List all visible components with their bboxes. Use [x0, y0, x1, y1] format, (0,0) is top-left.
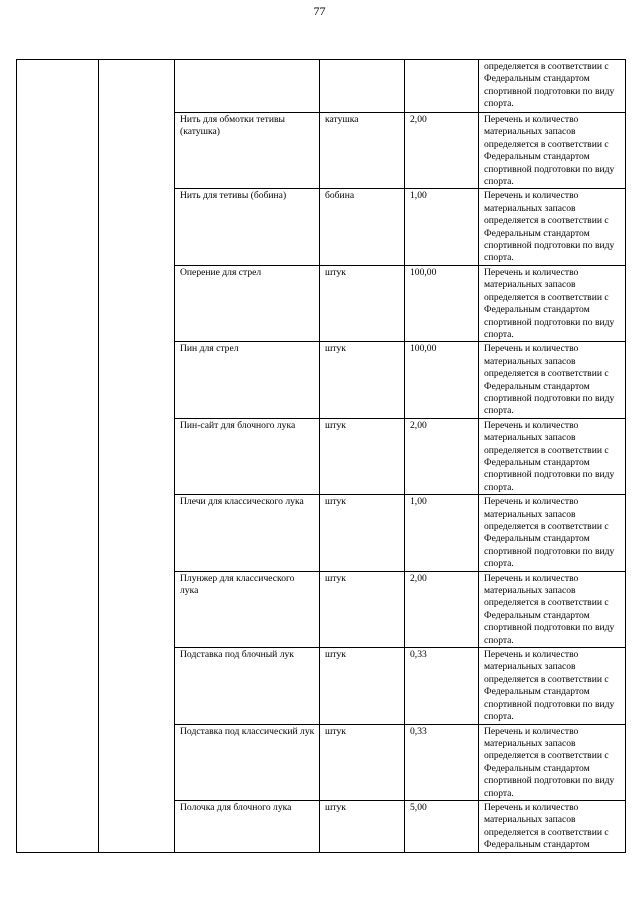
- note-cell: определяется в соответствии с Федеральным стандартом спортивной подготовки по виду спорта.: [479, 60, 626, 113]
- unit-cell: штук: [320, 571, 405, 647]
- name-cell: Нить для обмотки тетивы (катушка): [175, 113, 320, 189]
- qty-cell: 1,00: [405, 495, 479, 571]
- merged-cell-2: [99, 60, 175, 853]
- unit-cell: штук: [320, 648, 405, 724]
- name-cell: [175, 60, 320, 113]
- qty-cell: 0,33: [405, 648, 479, 724]
- note-cell: Перечень и количество материальных запасов определяется в соответствии с Федеральным стандартом: [479, 800, 626, 852]
- name-cell: Полочка для блочного лука: [175, 800, 320, 852]
- qty-cell: 100,00: [405, 342, 479, 418]
- qty-cell: 1,00: [405, 189, 479, 265]
- name-cell: Пин для стрел: [175, 342, 320, 418]
- note-cell: Перечень и количество материальных запасов определяется в соответствии с Федеральным стандартом спортивной подготовки по виду спорта.: [479, 265, 626, 341]
- name-cell: Нить для тетивы (бобина): [175, 189, 320, 265]
- qty-cell: 5,00: [405, 800, 479, 852]
- unit-cell: [320, 60, 405, 113]
- unit-cell: штук: [320, 724, 405, 800]
- page-number: 77: [313, 4, 326, 18]
- name-cell: Подставка под блочный лук: [175, 648, 320, 724]
- unit-cell: катушка: [320, 113, 405, 189]
- qty-cell: 2,00: [405, 571, 479, 647]
- unit-cell: штук: [320, 342, 405, 418]
- note-cell: Перечень и количество материальных запасов определяется в соответствии с Федеральным стандартом спортивной подготовки по виду спорта.: [479, 495, 626, 571]
- name-cell: Пин-сайт для блочного лука: [175, 418, 320, 494]
- unit-cell: штук: [320, 495, 405, 571]
- qty-cell: 100,00: [405, 265, 479, 341]
- note-cell: Перечень и количество материальных запасов определяется в соответствии с Федеральным стандартом спортивной подготовки по виду спорта.: [479, 571, 626, 647]
- qty-cell: 0,33: [405, 724, 479, 800]
- note-cell: Перечень и количество материальных запасов определяется в соответствии с Федеральным стандартом спортивной подготовки по виду спорта.: [479, 189, 626, 265]
- qty-cell: [405, 60, 479, 113]
- unit-cell: штук: [320, 418, 405, 494]
- qty-cell: 2,00: [405, 418, 479, 494]
- merged-cell-1: [17, 60, 99, 853]
- unit-cell: бобина: [320, 189, 405, 265]
- materials-table: [16, 59, 626, 853]
- note-cell: Перечень и количество материальных запасов определяется в соответствии с Федеральным стандартом спортивной подготовки по виду спорта.: [479, 342, 626, 418]
- name-cell: Подставка под классический лук: [175, 724, 320, 800]
- unit-cell: штук: [320, 800, 405, 852]
- note-cell: Перечень и количество материальных запасов определяется в соответствии с Федеральным стандартом спортивной подготовки по виду спорта.: [479, 113, 626, 189]
- name-cell: Оперение для стрел: [175, 265, 320, 341]
- name-cell: Плечи для классического лука: [175, 495, 320, 571]
- qty-cell: 2,00: [405, 113, 479, 189]
- name-cell: Плунжер для классического лука: [175, 571, 320, 647]
- note-cell: Перечень и количество материальных запасов определяется в соответствии с Федеральным стандартом спортивной подготовки по виду спорта.: [479, 648, 626, 724]
- note-cell: Перечень и количество материальных запасов определяется в соответствии с Федеральным стандартом спортивной подготовки по виду спорта.: [479, 418, 626, 494]
- note-cell: Перечень и количество материальных запасов определяется в соответствии с Федеральным стандартом спортивной подготовки по виду спорта.: [479, 724, 626, 800]
- table-row-continued: [17, 60, 626, 113]
- unit-cell: штук: [320, 265, 405, 341]
